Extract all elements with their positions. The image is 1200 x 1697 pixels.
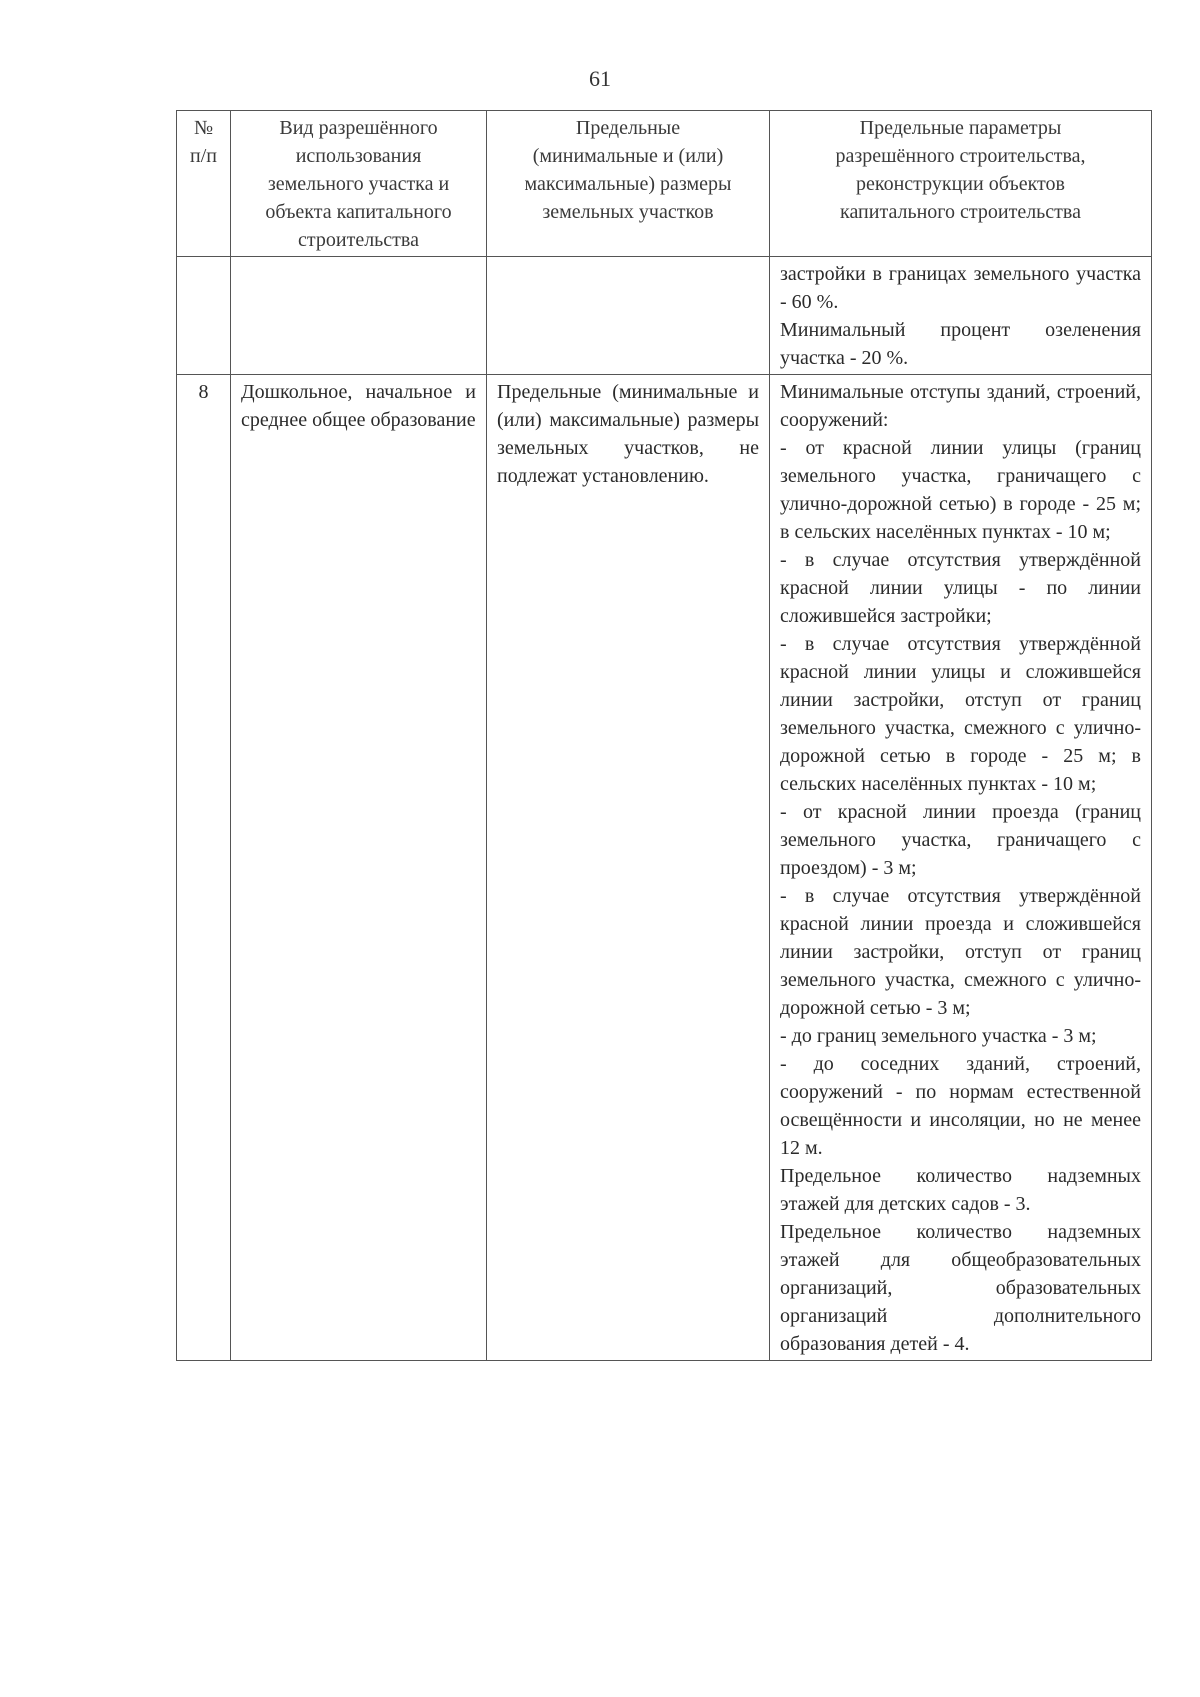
plot-sizes-cell bbox=[487, 257, 770, 375]
row-number-cell: 8 bbox=[177, 375, 231, 1361]
param-paragraph: Минимальный процент озеленения участка - 20 %. bbox=[780, 319, 1141, 369]
header-use-type bbox=[231, 111, 487, 257]
row-number-cell bbox=[177, 257, 231, 375]
plot-sizes-text: Предельные (минимальные и (или) максимальные) размеры земельных участков, не подлежат установлению. bbox=[497, 381, 759, 487]
header-line: строительства bbox=[298, 229, 419, 251]
table-row-8 bbox=[177, 375, 1152, 1361]
header-line: Предельные параметры bbox=[859, 117, 1062, 139]
param-paragraph: - в случае отсутствия утверждённой красной линии улицы - по линии сложившейся застройки; bbox=[780, 549, 1141, 627]
header-number bbox=[177, 111, 231, 257]
build-params-cell bbox=[770, 375, 1152, 1361]
param-paragraph: Минимальные отступы зданий, строений, сооружений: bbox=[780, 381, 1141, 431]
header-plot-sizes bbox=[487, 111, 770, 257]
header-line: земельных участков bbox=[542, 201, 714, 223]
table-header-row bbox=[177, 111, 1152, 257]
param-paragraph: - от красной линии улицы (границ земельного участка, граничащего с улично-дорожной сетью) в городе - 25 м; в сельских населённых пунктах - 10 м; bbox=[780, 437, 1141, 543]
plot-sizes-cell bbox=[487, 375, 770, 1361]
header-line: реконструкции объектов bbox=[856, 173, 1065, 195]
header-line: земельного участка и bbox=[267, 173, 450, 195]
param-paragraph: Предельное количество надземных этажей для общеобразовательных организаций, образовательных организаций дополнительного образования детей - 4. bbox=[780, 1221, 1141, 1355]
param-paragraph: - от красной линии проезда (границ земельного участка, граничащего с проездом) - 3 м; bbox=[780, 801, 1141, 879]
param-paragraph: застройки в границах земельного участка - 60 %. bbox=[780, 263, 1141, 313]
regulations-table bbox=[176, 110, 1152, 1361]
header-line: использования bbox=[295, 145, 422, 167]
header-line: максимальные) размеры bbox=[524, 173, 732, 195]
use-type-text: Дошкольное, начальное и среднее общее образование bbox=[241, 381, 476, 431]
build-params-cell bbox=[770, 257, 1152, 375]
param-paragraph: Предельное количество надземных этажей для детских садов - 3. bbox=[780, 1165, 1141, 1215]
use-type-cell bbox=[231, 375, 487, 1361]
header-line: № bbox=[193, 117, 214, 139]
header-line: разрешённого строительства, bbox=[835, 145, 1086, 167]
header-line: капитального строительства bbox=[840, 201, 1081, 223]
header-line: п/п bbox=[190, 145, 217, 167]
header-line: Предельные bbox=[575, 117, 681, 139]
table-row-continuation bbox=[177, 257, 1152, 375]
param-paragraph: - в случае отсутствия утверждённой красной линии улицы и сложившейся линии застройки, отступ от границ земельного участка, смежного с улично-дорожной сетью в городе - 25 м; в сельских населённых пунктах - 10 м; bbox=[780, 633, 1141, 795]
page-number: 61 bbox=[589, 66, 611, 91]
header-line: объекта капитального bbox=[265, 201, 452, 223]
param-paragraph: - до границ земельного участка - 3 м; bbox=[780, 1025, 1097, 1047]
param-paragraph: - до соседних зданий, строений, сооружений - по нормам естественной освещённости и инсоляции, но не менее 12 м. bbox=[780, 1053, 1141, 1159]
param-paragraph: - в случае отсутствия утверждённой красной линии проезда и сложившейся линии застройки, отступ от границ земельного участка, смежного с улично-дорожной сетью - 3 м; bbox=[780, 885, 1141, 1019]
header-build-params bbox=[770, 111, 1152, 257]
header-line: (минимальные и (или) bbox=[532, 145, 724, 167]
use-type-cell bbox=[231, 257, 487, 375]
header-line: Вид разрешённого bbox=[279, 117, 438, 139]
